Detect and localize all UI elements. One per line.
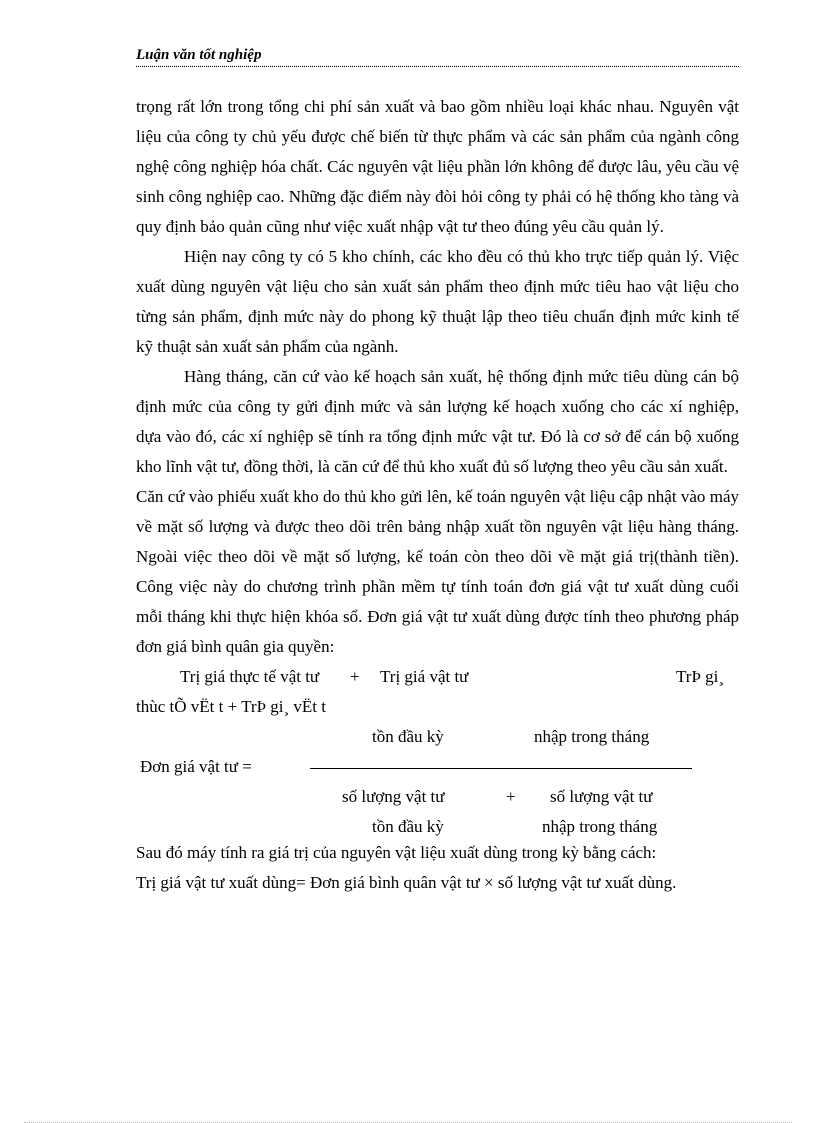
numerator-middle: Trị giá vật tư — [380, 667, 469, 686]
denominator-left: số lượng vật tư — [342, 787, 445, 806]
paragraph-3: Hàng tháng, căn cứ vào kế hoạch sản xuất, hệ thống định mức tiêu dùng cán bộ định mức của công ty gửi định mức và sản lượng kế hoạch xuống cho các xí nghiệp, dựa vào đó, các xí nghiệp sẽ tính ra tổng định mức vật tư. Đó là cơ sở để cán bộ xuống kho lĩnh vật tư, đồng thời, là căn cứ để thủ kho xuất đủ số lượng theo yêu cầu sản xuất. — [136, 367, 739, 476]
numerator-left: Trị giá thực tế vật tư — [180, 667, 320, 686]
garbled-text-right: TrÞ gi¸ — [676, 667, 725, 686]
page-header — [136, 46, 739, 67]
formula-lhs: Đơn giá vật tư = — [140, 757, 252, 776]
garbled-text-line: thùc tÕ vËt t + TrÞ gi¸ vËt t — [136, 697, 326, 716]
denominator-plus: + — [506, 787, 516, 806]
header-title: Luận văn tốt nghiệp — [136, 47, 262, 63]
denominator-ton-dau-ky: tồn đầu kỳ — [372, 817, 444, 836]
denominator-nhap-trong-thang: nhập trong tháng — [542, 817, 658, 836]
paragraph-5: Sau đó máy tính ra giá trị của nguyên vật liệu xuất dùng trong kỳ bằng cách: — [136, 843, 657, 862]
fraction-line — [310, 768, 692, 769]
denominator-right: số lượng vật tư — [550, 787, 653, 806]
paragraph-1: trọng rất lớn trong tổng chi phí sản xuất và bao gồm nhiều loại khác nhau. Nguyên vật liệu của công ty chủ yếu được chế biến từ thực phẩm và các sản phẩm của ngành công nghệ công nghiệp hóa chất. Các nguyên vật liệu phần lớn không để được lâu, yêu cầu vệ sinh công nghiệp cao. Những đặc điểm này đòi hỏi công ty phải có hệ thống kho tàng và quy định bảo quản cũng như việc xuất nhập vật tư theo đúng yêu cầu quản lý. — [136, 97, 739, 236]
numerator-plus: + — [350, 667, 360, 686]
numerator-nhap-trong-thang: nhập trong tháng — [534, 727, 650, 746]
paragraph-6: Trị giá vật tư xuất dùng= Đơn giá bình quân vật tư × số lượng vật tư xuất dùng. — [136, 873, 677, 892]
document-body — [136, 92, 739, 898]
numerator-ton-dau-ky: tồn đầu kỳ — [372, 727, 444, 746]
paragraph-2: Hiện nay công ty có 5 kho chính, các kho đều có thủ kho trực tiếp quản lý. Việc xuất dùng nguyên vật liệu cho sản xuất sản phẩm theo định mức tiêu hao vật liệu cho từng sản phẩm, định mức này do phong kỹ thuật lập theo tiêu chuẩn định mức kinh tế kỹ thuật sản xuất sản phẩm của ngành. — [136, 247, 739, 356]
unit-price-formula — [136, 662, 739, 838]
paragraph-4: Căn cứ vào phiếu xuất kho do thủ kho gửi lên, kế toán nguyên vật liệu cập nhật vào máy về mặt số lượng và được theo dõi trên bảng nhập xuất tồn nguyên vật liệu hàng tháng. Ngoài việc theo dõi về mặt số lượng, kế toán còn theo dõi về mặt giá trị(thành tiền). Công việc này do chương trình phần mềm tự tính toán đơn giá vật tư xuất dùng cuối mỗi tháng khi thực hiện khóa sổ. Đơn giá vật tư xuất dùng được tính theo phương pháp đơn giá bình quân gia quyền: — [136, 487, 739, 656]
